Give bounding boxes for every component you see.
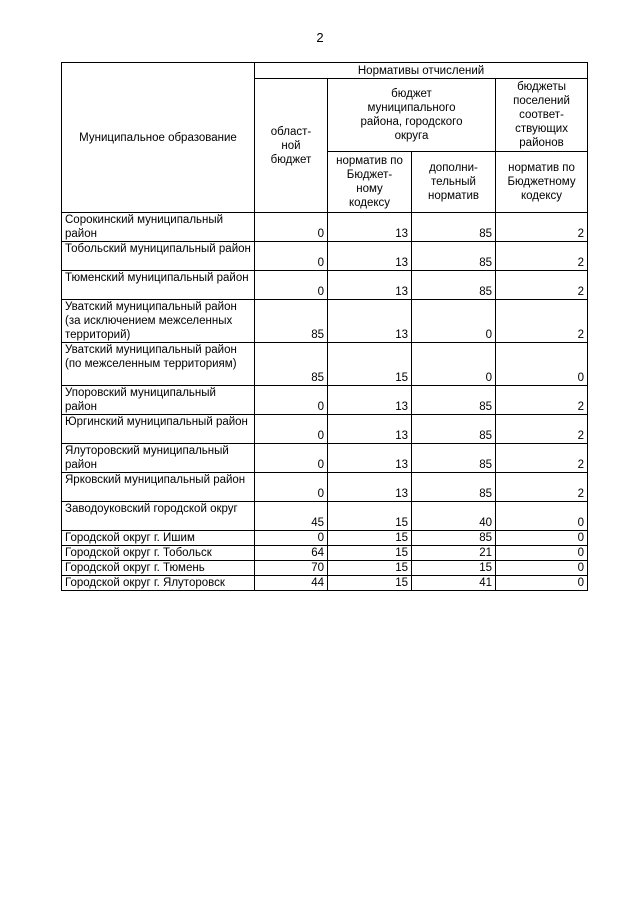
municipality-name: Уватский муниципальный район (по межселенным территориям)	[62, 343, 255, 386]
municipal-code-value: 15	[328, 531, 412, 546]
municipal-additional-value: 85	[412, 415, 496, 444]
municipality-name: Тюменский муниципальный район	[62, 271, 255, 300]
table-row	[62, 561, 588, 576]
settlements-value: 0	[496, 576, 588, 591]
municipal-code-value: 13	[328, 271, 412, 300]
table-row	[62, 242, 588, 271]
header-normative-budget-code-text: норматив по Бюджет- ному кодексу	[336, 155, 403, 209]
regional-value: 0	[255, 386, 328, 415]
header-additional-normative	[412, 152, 496, 213]
municipal-additional-value: 15	[412, 561, 496, 576]
header-normatives: Нормативы отчислений	[255, 63, 588, 79]
municipal-code-value: 15	[328, 576, 412, 591]
municipality-name: Упоровский муниципальный район	[62, 386, 255, 415]
settlements-value: 2	[496, 386, 588, 415]
table-row	[62, 502, 588, 531]
header-normative-budget-code	[328, 152, 412, 213]
municipal-code-value: 13	[328, 444, 412, 473]
normatives-table	[61, 62, 588, 591]
header-municipal-budget	[328, 79, 496, 152]
regional-value: 0	[255, 444, 328, 473]
settlements-value: 0	[496, 546, 588, 561]
settlements-value: 0	[496, 531, 588, 546]
table-row	[62, 444, 588, 473]
municipal-additional-value: 0	[412, 343, 496, 386]
municipal-code-value: 15	[328, 343, 412, 386]
municipal-code-value: 13	[328, 300, 412, 343]
settlements-value: 2	[496, 444, 588, 473]
table-row	[62, 576, 588, 591]
municipality-name: Юргинский муниципальный район	[62, 415, 255, 444]
regional-value: 0	[255, 242, 328, 271]
municipality-name: Городской округ г. Тобольск	[62, 546, 255, 561]
page-number: 2	[316, 30, 324, 45]
settlements-value: 2	[496, 473, 588, 502]
table-row	[62, 343, 588, 386]
municipal-additional-value: 85	[412, 271, 496, 300]
header-regional-budget-text: област- ной бюджет	[270, 125, 312, 166]
header-municipal-budget-text: бюджет муниципального района, городского округа	[360, 88, 463, 142]
settlements-value: 0	[496, 561, 588, 576]
header-normative-budget-code-settlements-text: норматив по Бюджетному кодексу	[507, 162, 576, 202]
settlements-value: 2	[496, 213, 588, 242]
table-row	[62, 213, 588, 242]
settlements-value: 0	[496, 502, 588, 531]
regional-value: 85	[255, 343, 328, 386]
table-row	[62, 271, 588, 300]
municipality-name: Ялуторовский муниципальный район	[62, 444, 255, 473]
municipality-name: Городской округ г. Ялуторовск	[62, 576, 255, 591]
table-row	[62, 415, 588, 444]
municipal-code-value: 15	[328, 502, 412, 531]
municipality-name: Городской округ г. Ишим	[62, 531, 255, 546]
regional-value: 70	[255, 561, 328, 576]
municipal-additional-value: 85	[412, 242, 496, 271]
header-regional-budget	[255, 79, 328, 213]
settlements-value: 2	[496, 300, 588, 343]
municipal-code-value: 13	[328, 242, 412, 271]
municipality-name: Сорокинский муниципальный район	[62, 213, 255, 242]
municipal-code-value: 13	[328, 473, 412, 502]
municipal-code-value: 13	[328, 386, 412, 415]
header-settlements-budget-text: бюджеты поселений соответ- ствующих районов	[513, 81, 570, 149]
regional-value: 44	[255, 576, 328, 591]
header-settlements-budget	[496, 79, 588, 152]
settlements-value: 2	[496, 242, 588, 271]
settlements-value: 2	[496, 271, 588, 300]
regional-value: 85	[255, 300, 328, 343]
table-row	[62, 473, 588, 502]
municipality-name: Уватский муниципальный район (за исключением межселенных территорий)	[62, 300, 255, 343]
municipality-name: Заводоуковский городской округ	[62, 502, 255, 531]
regional-value: 0	[255, 415, 328, 444]
municipal-code-value: 15	[328, 561, 412, 576]
table-row	[62, 386, 588, 415]
municipal-additional-value: 40	[412, 502, 496, 531]
municipal-additional-value: 85	[412, 386, 496, 415]
regional-value: 0	[255, 473, 328, 502]
settlements-value: 0	[496, 343, 588, 386]
municipal-additional-value: 85	[412, 531, 496, 546]
municipal-code-value: 13	[328, 213, 412, 242]
municipal-additional-value: 41	[412, 576, 496, 591]
municipal-additional-value: 85	[412, 213, 496, 242]
municipal-additional-value: 85	[412, 444, 496, 473]
municipality-name: Тобольский муниципальный район	[62, 242, 255, 271]
municipal-code-value: 15	[328, 546, 412, 561]
table-row	[62, 531, 588, 546]
municipal-code-value: 13	[328, 415, 412, 444]
table-row	[62, 546, 588, 561]
regional-value: 0	[255, 213, 328, 242]
header-normative-budget-code-settlements	[496, 152, 588, 213]
municipal-additional-value: 21	[412, 546, 496, 561]
header-municipality: Муниципальное образование	[62, 63, 255, 213]
regional-value: 45	[255, 502, 328, 531]
regional-value: 0	[255, 271, 328, 300]
municipality-name: Городской округ г. Тюмень	[62, 561, 255, 576]
table-row	[62, 300, 588, 343]
municipal-additional-value: 0	[412, 300, 496, 343]
regional-value: 0	[255, 531, 328, 546]
municipal-additional-value: 85	[412, 473, 496, 502]
settlements-value: 2	[496, 415, 588, 444]
header-additional-normative-text: дополни- тельный норматив	[428, 162, 479, 202]
municipality-name: Ярковский муниципальный район	[62, 473, 255, 502]
regional-value: 64	[255, 546, 328, 561]
